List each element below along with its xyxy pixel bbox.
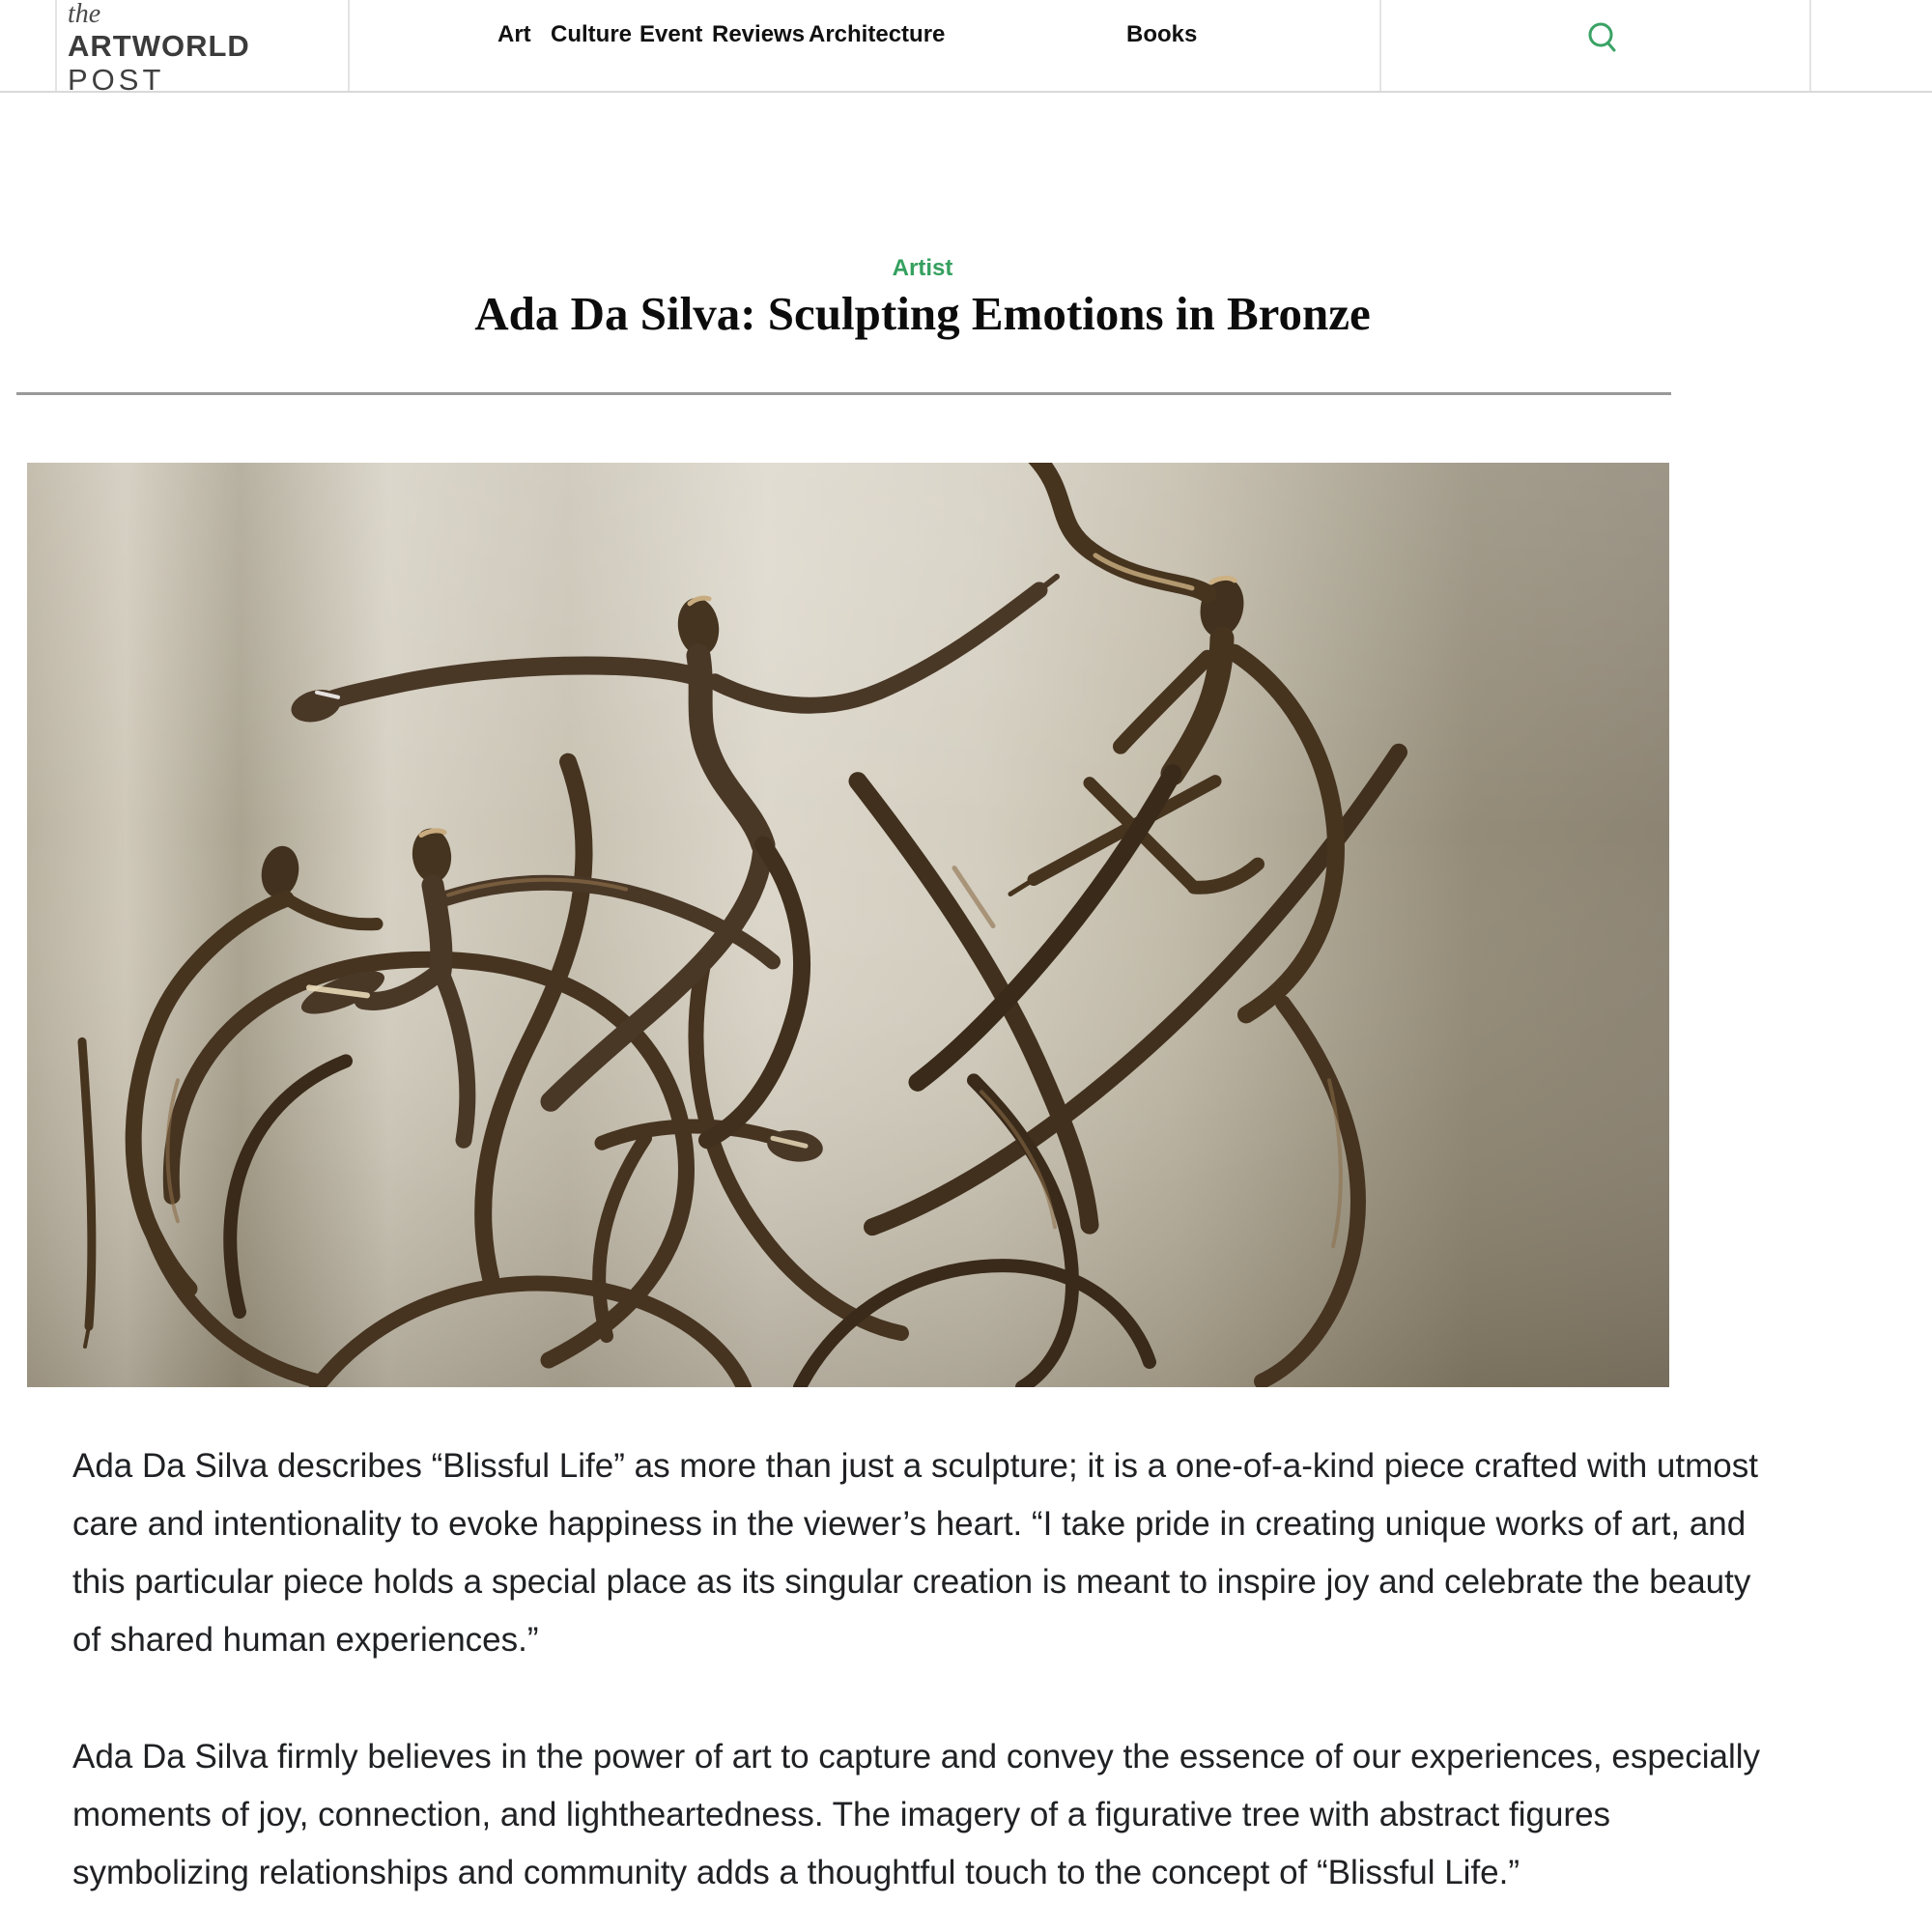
hero-image <box>27 463 1669 1387</box>
paragraph-2: Ada Da Silva firmly believes in the power of art to capture and convey the essence of our experiences, especially moments of joy, connection, and lightheartedness. The imagery of a figurative tree with abstract figures symbolizing relationships and community adds a thoughtful touch to the concept of “Blissful Life.” <box>72 1738 1761 1891</box>
sculpture-illustration <box>27 463 1669 1387</box>
header-divider-1 <box>55 0 57 91</box>
header-divider-3 <box>1379 0 1381 91</box>
search-icon <box>1584 19 1621 56</box>
header-divider-4 <box>1809 0 1811 91</box>
nav-item-art[interactable]: Art <box>497 21 531 47</box>
nav-item-event[interactable]: Event <box>639 21 703 47</box>
site-logo[interactable] <box>68 0 250 95</box>
logo-line-artworld: ARTWORLD <box>68 29 250 63</box>
nav-item-architecture[interactable]: Architecture <box>809 21 946 47</box>
header-divider-2 <box>348 0 350 91</box>
logo-line-the: the <box>68 0 101 29</box>
nav-item-reviews[interactable]: Reviews <box>712 21 806 47</box>
site-header <box>0 0 1932 97</box>
article-body <box>72 1437 1775 1902</box>
nav-item-culture[interactable]: Culture <box>551 21 632 47</box>
logo-line-post: POST <box>68 63 165 97</box>
page-title: Ada Da Silva: Sculpting Emotions in Bronze <box>474 287 1371 340</box>
nav-item-books[interactable]: Books <box>1126 21 1198 47</box>
paragraph-1: Ada Da Silva describes “Blissful Life” as more than just a sculpture; it is a one-of-a-kind piece crafted with utmost care and intentionality to evoke happiness in the viewer’s heart. “I take pride in creating unique works of art, and this particular piece holds a special place as its singular creation is meant to inspire joy and celebrate the beauty of shared human experiences.” <box>72 1447 1758 1659</box>
search-button[interactable] <box>1584 19 1621 56</box>
title-divider <box>16 392 1671 395</box>
category-link[interactable]: Artist <box>892 255 953 281</box>
